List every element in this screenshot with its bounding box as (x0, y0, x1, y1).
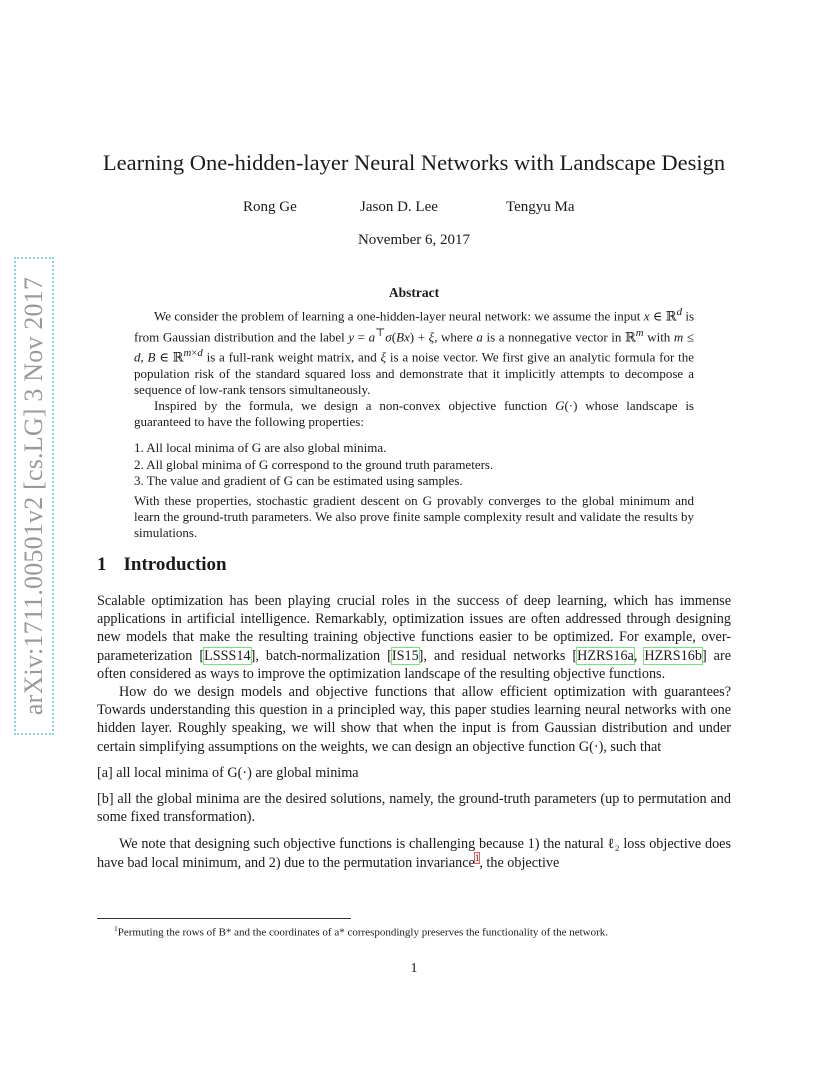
intro-text: , the objective (479, 854, 560, 871)
introduction-body (97, 592, 731, 872)
intro-text: are often considered as ways to improve the optimization landscape of the resulting objective functions. (97, 647, 731, 682)
intro-paragraph-3 (97, 835, 731, 871)
section-number: 1 (97, 554, 107, 575)
paper-date: November 6, 2017 (357, 232, 471, 248)
footnote-divider (97, 918, 351, 919)
author-2: Jason D. Lee (360, 199, 438, 215)
page-number: 1 (410, 961, 418, 976)
abstract-heading: Abstract (388, 285, 440, 300)
list-item: 1. All local minima of G are also global minima. (134, 440, 387, 456)
footnote-link[interactable]: 1 (474, 852, 480, 863)
intro-paragraph-2: How do we design models and objective functions that allow efficient optimization with guarantees? Towards understanding this question in a principled way, this paper studies learning neural networks with one hidden layer. Roughly speaking, we will show that when the input is from Gaussian distribution and under certain simplifying assumptions on the weights, we can design an objective function G(·), such that (97, 684, 731, 755)
abstract-paragraph-2: Inspired by the formula, we design a non-convex objective function G(·) whose landscape is guaranteed to have the following properties: (134, 398, 694, 430)
footnote-mark: 1 (114, 924, 118, 933)
citation-link[interactable]: LSSS14 (204, 647, 251, 664)
section-heading (97, 554, 227, 576)
paper-title: Learning One-hidden-layer Neural Networks with Landscape Design (102, 150, 726, 175)
intro-paragraph-1: Scalable optimization has been playing crucial roles in the success of deep learning, which has immense applications in artificial intelligence. Remarkably, optimization issues are often addressed through designing new models that make the resulting training objective functions easier to be optimized. For example, over-parameterization [LSSS14], batch-normalization [IS15], and residual networks [HZRS16a, HZRS16b] are often considered as ways to improve the optimization landscape of the resulting objective functions. (97, 593, 731, 682)
citation-link[interactable]: HZRS16a (577, 647, 634, 664)
intro-text: , batch-normalization (255, 647, 388, 664)
section-title: Introduction (123, 554, 227, 575)
footnote (97, 922, 731, 940)
list-item: 2. All global minima of G correspond to the ground truth parameters. (134, 456, 494, 472)
abstract-body (134, 304, 694, 542)
citation-link[interactable]: HZRS16b (644, 647, 702, 664)
intro-text: Scalable optimization has been playing crucial roles in the success of deep learning, which has immense applications in artificial intelligence. Remarkably, optimization issues are often addressed through designing new models that make the resulting training objective functions easier to be optimized. For example, over-parameterization (97, 593, 731, 664)
arxiv-identifier: arXiv:1711.00501v2 [cs.LG] 3 Nov 2017 (19, 276, 48, 716)
author-3: Tengyu Ma (506, 199, 575, 215)
intro-item-b: [b] all the global minima are the desired solutions, namely, the ground-truth parameters (up to permutation and some fixed transformation). (97, 791, 731, 826)
intro-text: , and residual networks (423, 647, 573, 664)
author-1: Rong Ge (243, 199, 297, 215)
citation-link[interactable]: IS15 (391, 647, 419, 664)
list-item: 3. The value and gradient of G can be estimated using samples. (134, 472, 463, 488)
abstract-properties-list (134, 440, 694, 489)
footnote-text: Permuting the rows of B* and the coordinates of a* correspondingly preserves the functionality of the network. (117, 926, 609, 939)
intro-text: We note that designing such objective functions is challenging because 1) the natural ℓ₂ loss objective does have bad local minimum, and 2) due to the permutation invariance (97, 836, 731, 871)
intro-item-a: [a] all local minima of G(·) are global minima (97, 764, 359, 781)
arxiv-identifier-stamp (14, 257, 54, 735)
abstract-paragraph-1: We consider the problem of learning a one-hidden-layer neural network: we assume the input x ∈ ℝ$^d$ is from Gaussian distribution and the label y = a⊤σ(Bx) + ξ, where a is a nonnegative vector in ℝ$^m$ with m ≤ d, B ∈ ℝ$^{m\times d}$ is a full-rank weight matrix, and ξ is a noise vector. We first give an analytic formula for the population risk of the standard squared loss and demonstrate that it implicitly attempts to decompose a sequence of low-rank tensors simultaneously. (134, 306, 695, 397)
abstract-closing: With these properties, stochastic gradient descent on G provably converges to the global minimum and learn the ground-truth parameters. We also prove finite sample complexity result and validate the results by simulations. (134, 493, 694, 541)
